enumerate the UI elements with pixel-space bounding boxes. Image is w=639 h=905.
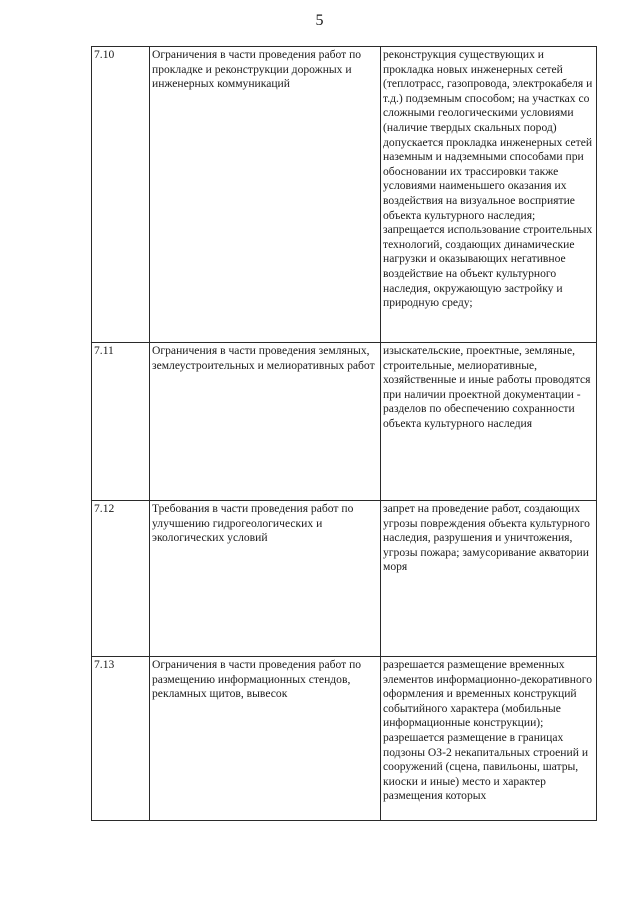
row-requirement: изыскательские, проектные, земляные, строительные, мелиоративные, хозяйственные и иные работы проводятся при наличии проектной документации - разделов по обеспечению сохранности объекта культурного наследия: [383, 344, 591, 430]
row-number-cell: [92, 343, 150, 501]
row-number: 7.12: [94, 502, 115, 515]
row-number-cell: [92, 47, 150, 343]
table-row: [92, 47, 597, 343]
row-number: 7.13: [94, 658, 115, 671]
row-name-cell: [150, 657, 381, 821]
row-name-cell: [150, 47, 381, 343]
restrictions-table: [91, 46, 597, 821]
row-requirement: запрет на проведение работ, создающих угрозы повреждения объекта культурного наследия, разрушения и уничтожения, угрозы пожара; замусоривание акватории моря: [383, 502, 590, 574]
row-name: Ограничения в части проведения работ по прокладке и реконструкции дорожных и инженерных коммуникаций: [152, 48, 362, 91]
row-requirement: разрешается размещение временных элементов информационно-декоративного оформления и временных конструкций событийного характера (мобильные информационные конструкции); разрешается размещение в границах подзоны ОЗ-2 некапитальных строений и сооружений (сцена, павильоны, шатры, киоски и иные) место и характер размещения которых: [383, 658, 593, 803]
row-requirement-cell: [381, 501, 597, 657]
page-number: 5: [315, 12, 324, 29]
table-row: [92, 343, 597, 501]
row-name: Требования в части проведения работ по улучшению гидрогеологических и экологических условий: [152, 502, 354, 545]
row-name: Ограничения в части проведения работ по размещению информационных стендов, рекламных щитов, вывесок: [152, 658, 362, 701]
row-name-cell: [150, 501, 381, 657]
row-number: 7.11: [94, 344, 114, 357]
row-name: Ограничения в части проведения земляных, землеустроительных и мелиоративных работ: [152, 344, 375, 372]
table-row: [92, 501, 597, 657]
row-number-cell: [92, 501, 150, 657]
row-requirement-cell: [381, 657, 597, 821]
row-number: 7.10: [94, 48, 115, 61]
row-name-cell: [150, 343, 381, 501]
row-requirement-cell: [381, 47, 597, 343]
row-requirement-cell: [381, 343, 597, 501]
row-number-cell: [92, 657, 150, 821]
row-requirement: реконструкция существующих и прокладка новых инженерных сетей (теплотрасс, газопровода, электрокабеля и т.д.) подземным способом; на участках со сложными геологическими условиями (наличие твердых скальных пород) допускается прокладка инженерных сетей наземным и надземными способами при обосновании их трассировки также условиями наименьшего оказания их воздействия на визуальное восприятие объекта культурного наследия; запрещается использование строительных технологий, создающих динамические нагрузки и оказывающих негативное воздействие на объект культурного наследия, окружающую застройку и природную среду;: [383, 48, 593, 310]
table-row: [92, 657, 597, 821]
